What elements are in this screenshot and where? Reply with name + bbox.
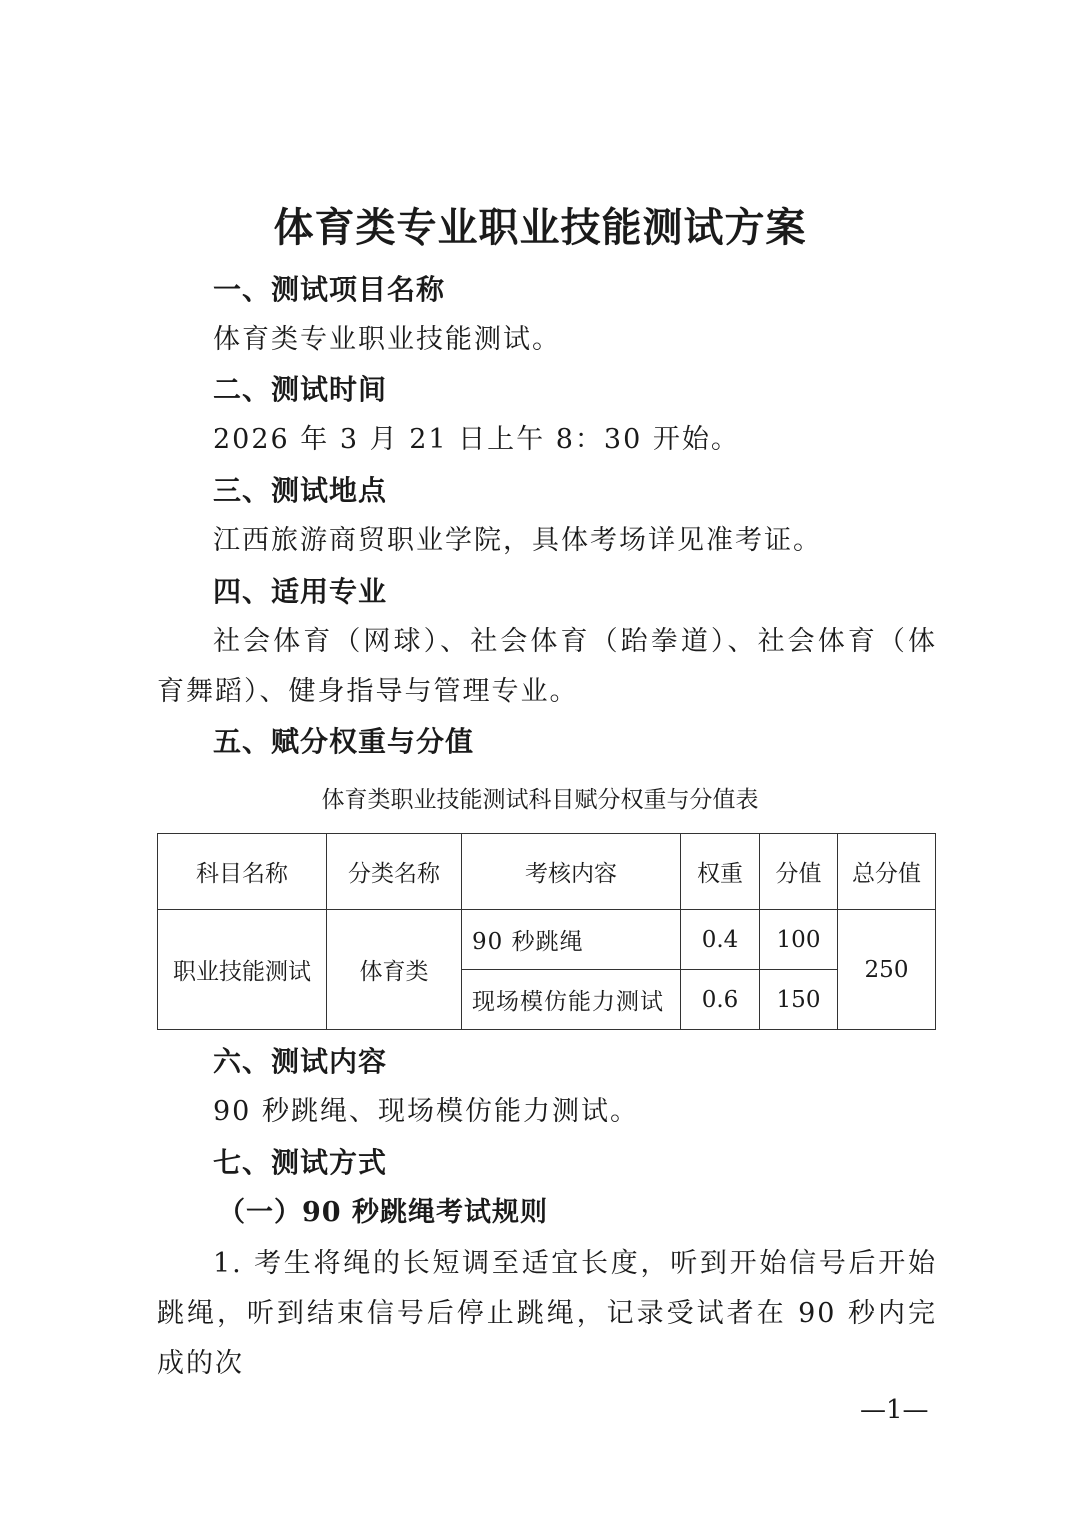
header-subject: 科目名称 — [158, 834, 327, 910]
cell-category: 体育类 — [327, 910, 462, 1030]
section-heading-1: 一、测试项目名称 — [213, 273, 446, 306]
section-heading-3: 三、测试地点 — [213, 474, 388, 507]
section-heading-5: 五、赋分权重与分值 — [213, 725, 475, 758]
subsection-heading: （一）90 秒跳绳考试规则 — [218, 1197, 548, 1228]
section-heading-7: 七、测试方式 — [213, 1146, 388, 1179]
section-body-6: 90 秒跳绳、现场模仿能力测试。 — [213, 1096, 639, 1127]
table-caption: 体育类职业技能测试科目赋分权重与分值表 — [321, 787, 759, 813]
cell-content: 现场模仿能力测试 — [462, 970, 681, 1030]
rule-paragraph-1: 1. 考生将绳的长短调至适宜长度，听到开始信号后开始跳绳，听到结束信号后停止跳绳，记录受试者在 90 秒内完成的次 — [157, 1248, 937, 1379]
header-content: 考核内容 — [462, 834, 681, 910]
section-body-2: 2026 年 3 月 21 日上午 8：30 开始。 — [213, 424, 740, 455]
section-heading-4: 四、适用专业 — [213, 575, 388, 608]
section-heading-6: 六、测试内容 — [213, 1045, 388, 1078]
header-category: 分类名称 — [327, 834, 462, 910]
cell-score: 100 — [760, 910, 838, 970]
section-body-4: 社会体育（网球）、社会体育（跆拳道）、社会体育（体育舞蹈）、健身指导与管理专业。 — [157, 626, 937, 707]
cell-total: 250 — [838, 910, 936, 1030]
cell-subject: 职业技能测试 — [158, 910, 327, 1030]
cell-weight: 0.6 — [681, 970, 760, 1030]
cell-weight: 0.4 — [681, 910, 760, 970]
table-header-row — [158, 834, 936, 910]
document-title: 体育类专业职业技能测试方案 — [273, 205, 807, 251]
section-heading-2: 二、测试时间 — [213, 373, 388, 406]
section-body-1: 体育类专业职业技能测试。 — [213, 324, 561, 355]
table-row — [158, 910, 936, 970]
cell-score: 150 — [760, 970, 838, 1030]
header-total: 总分值 — [838, 834, 936, 910]
cell-content: 90 秒跳绳 — [462, 910, 681, 970]
header-weight: 权重 — [681, 834, 760, 910]
header-score: 分值 — [760, 834, 838, 910]
page-number: —1— — [860, 1395, 929, 1425]
section-body-3: 江西旅游商贸职业学院，具体考场详见准考证。 — [213, 525, 822, 556]
score-weight-table — [157, 833, 936, 1030]
